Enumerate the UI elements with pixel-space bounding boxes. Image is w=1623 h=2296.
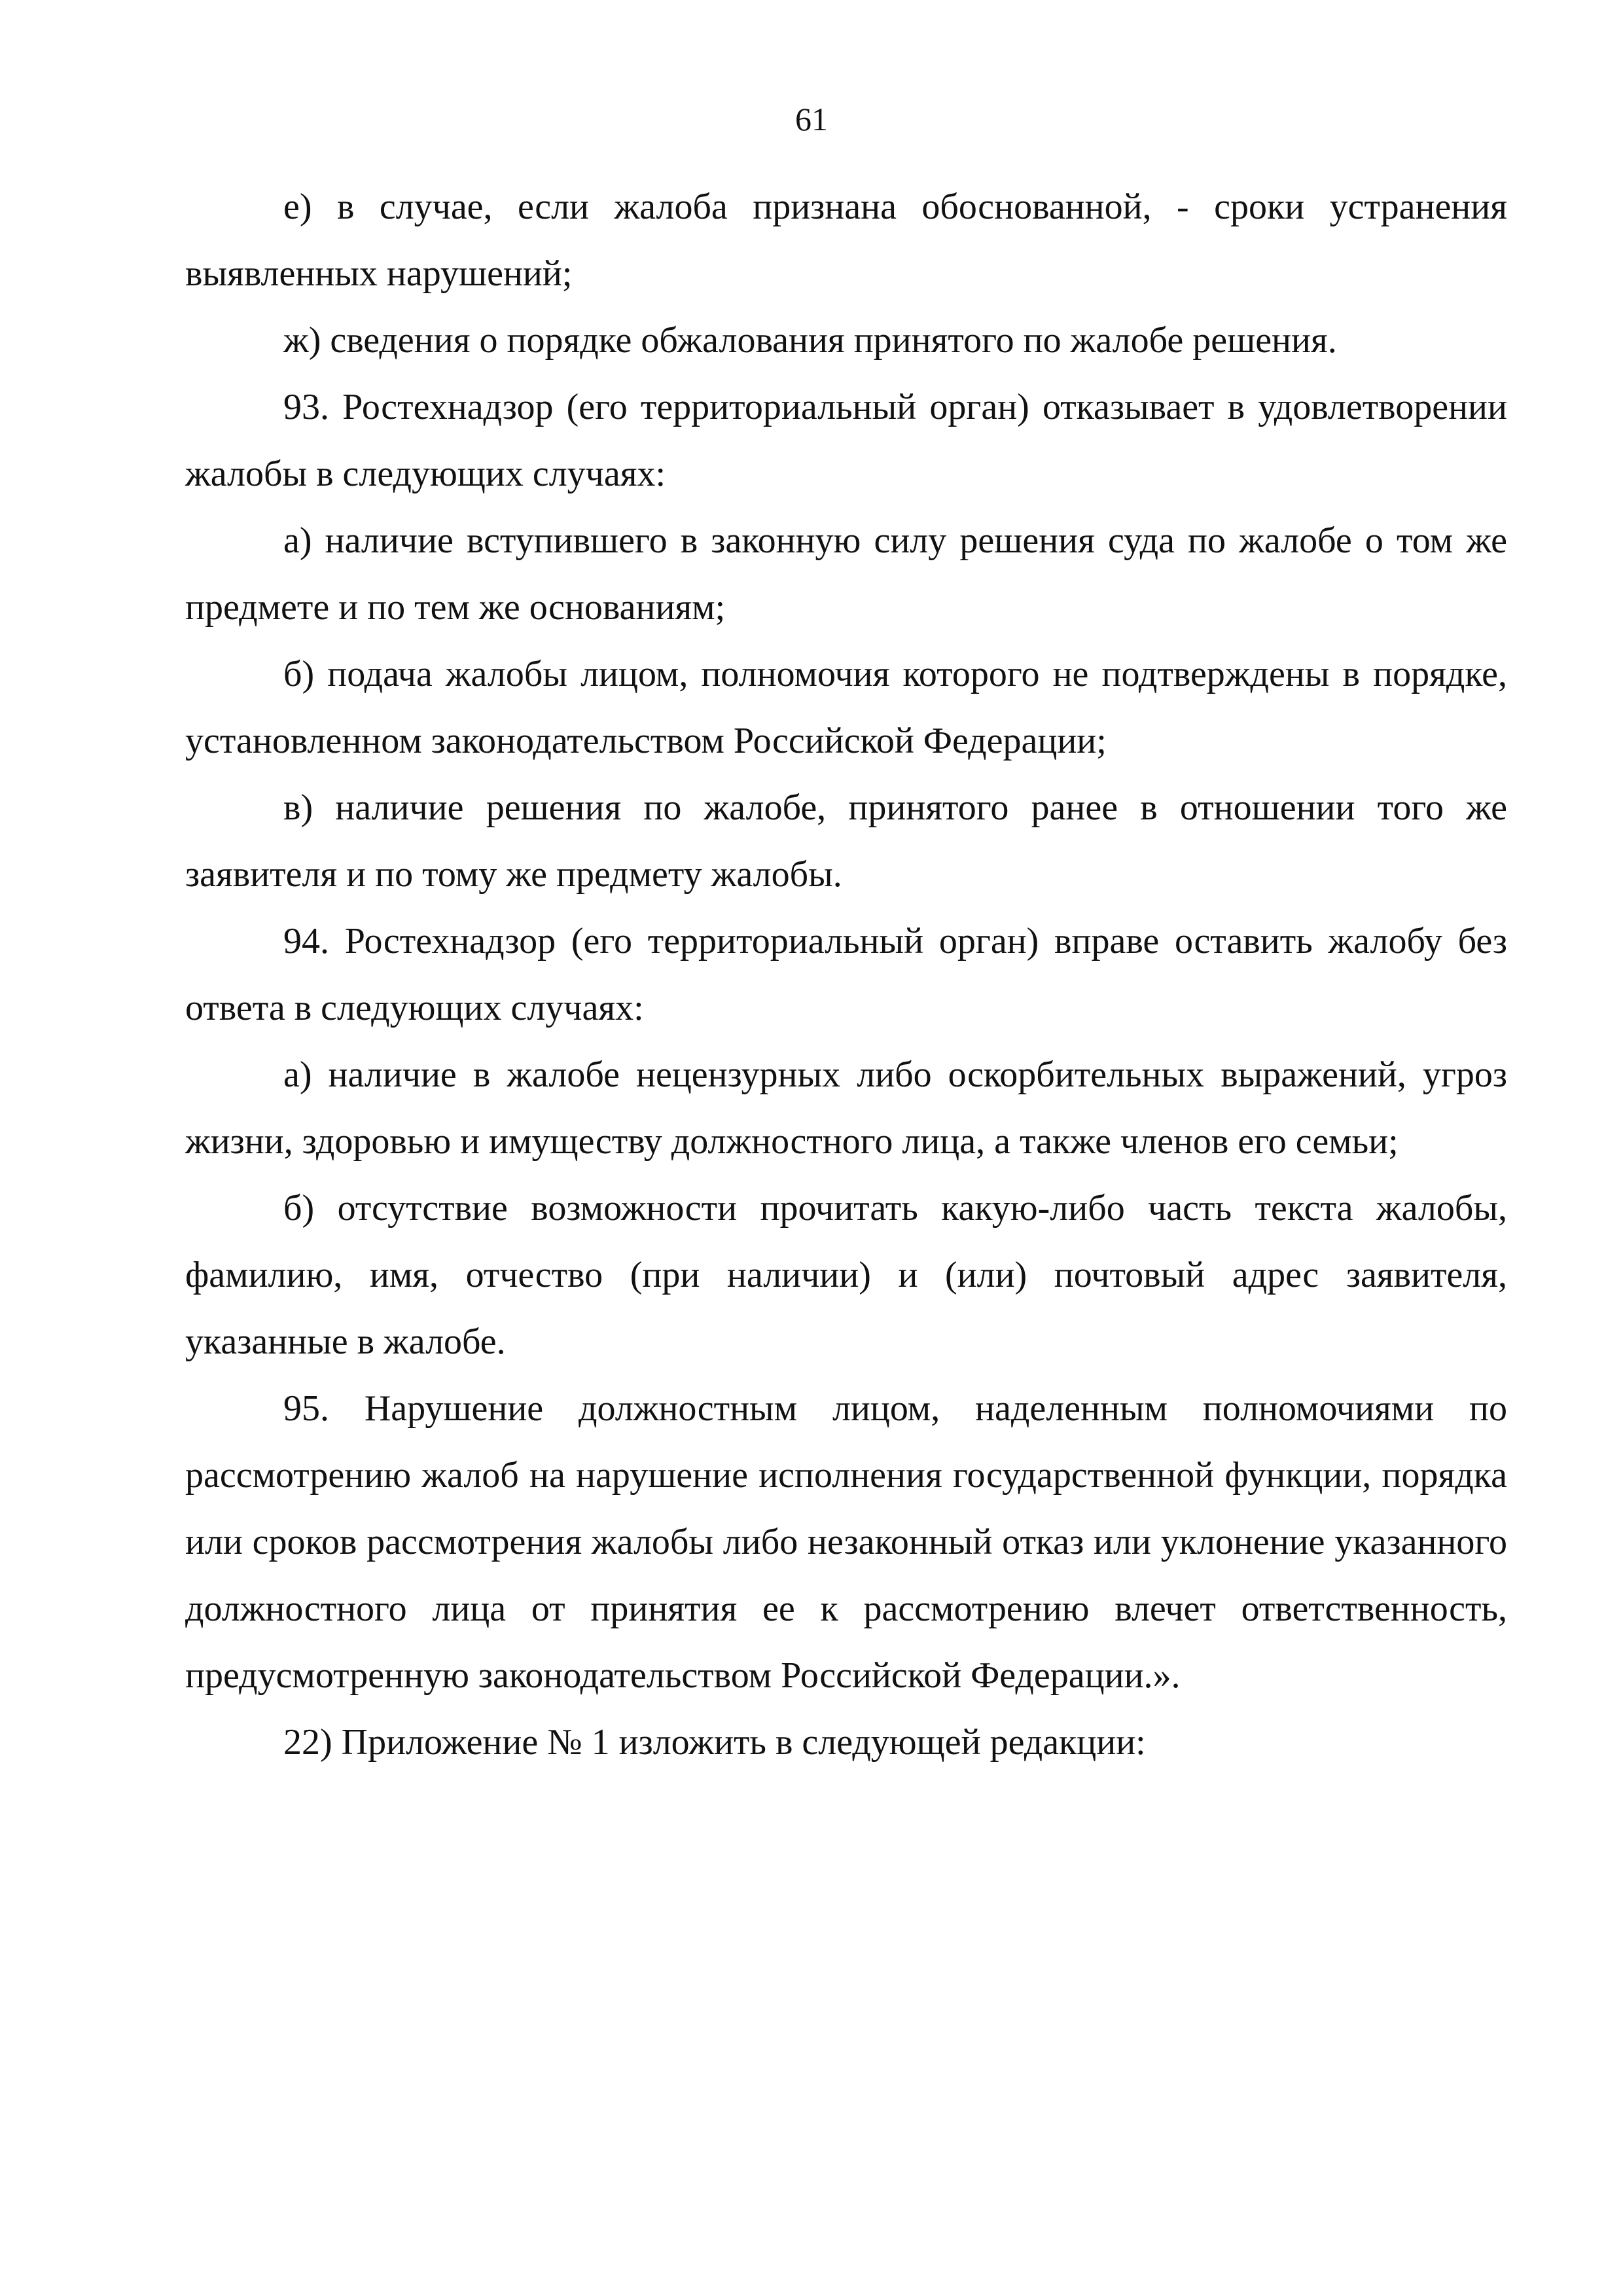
paragraph-94-no-answer: 94. Ростехнадзор (его территориальный орган) вправе оставить жалобу без ответа в следующих случаях: (185, 921, 1507, 1028)
paragraph-93-b-unconfirmed-authority: б) подача жалобы лицом, полномочия которого не подтверждены в порядке, установленном законодательством Российской Федерации; (185, 654, 1507, 761)
paragraph-94-b-unreadable-text: б) отсутствие возможности прочитать какую-либо часть текста жалобы, фамилию, имя, отчество (при наличии) и (или) почтовый адрес заявителя, указанные в жалобе. (185, 1188, 1507, 1362)
paragraph-zh-appeal-procedure: ж) сведения о порядке обжалования принятого по жалобе решения. (283, 320, 1337, 361)
paragraph-22-appendix: 22) Приложение № 1 изложить в следующей редакции: (283, 1722, 1146, 1763)
document-body (185, 173, 1507, 1776)
page-number: 61 (795, 101, 828, 137)
paragraph-93-refusal: 93. Ростехнадзор (его территориальный орган) отказывает в удовлетворении жалобы в следующих случаях: (185, 387, 1507, 494)
paragraph-95-liability: 95. Нарушение должностным лицом, наделенным полномочиями по рассмотрению жалоб на нарушение исполнения государственной функции, порядка или сроков рассмотрения жалобы либо незаконный отказ или уклонение указанного должностного лица от принятия ее к рассмотрению влечет ответственность, предусмотренную законодательством Российской Федерации.». (185, 1388, 1507, 1696)
paragraph-e-deadlines: е) в случае, если жалоба признана обоснованной, - сроки устранения выявленных нарушений; (185, 187, 1507, 294)
paragraph-93-v-prior-decision: в) наличие решения по жалобе, принятого ранее в отношении того же заявителя и по тому же предмету жалобы. (185, 787, 1507, 895)
paragraph-93-a-court-decision: а) наличие вступившего в законную силу решения суда по жалобе о том же предмете и по тем же основаниям; (185, 520, 1507, 628)
paragraph-94-a-obscene-language: а) наличие в жалобе нецензурных либо оскорбительных выражений, угроз жизни, здоровью и имуществу должностного лица, а также членов его семьи; (185, 1054, 1507, 1162)
